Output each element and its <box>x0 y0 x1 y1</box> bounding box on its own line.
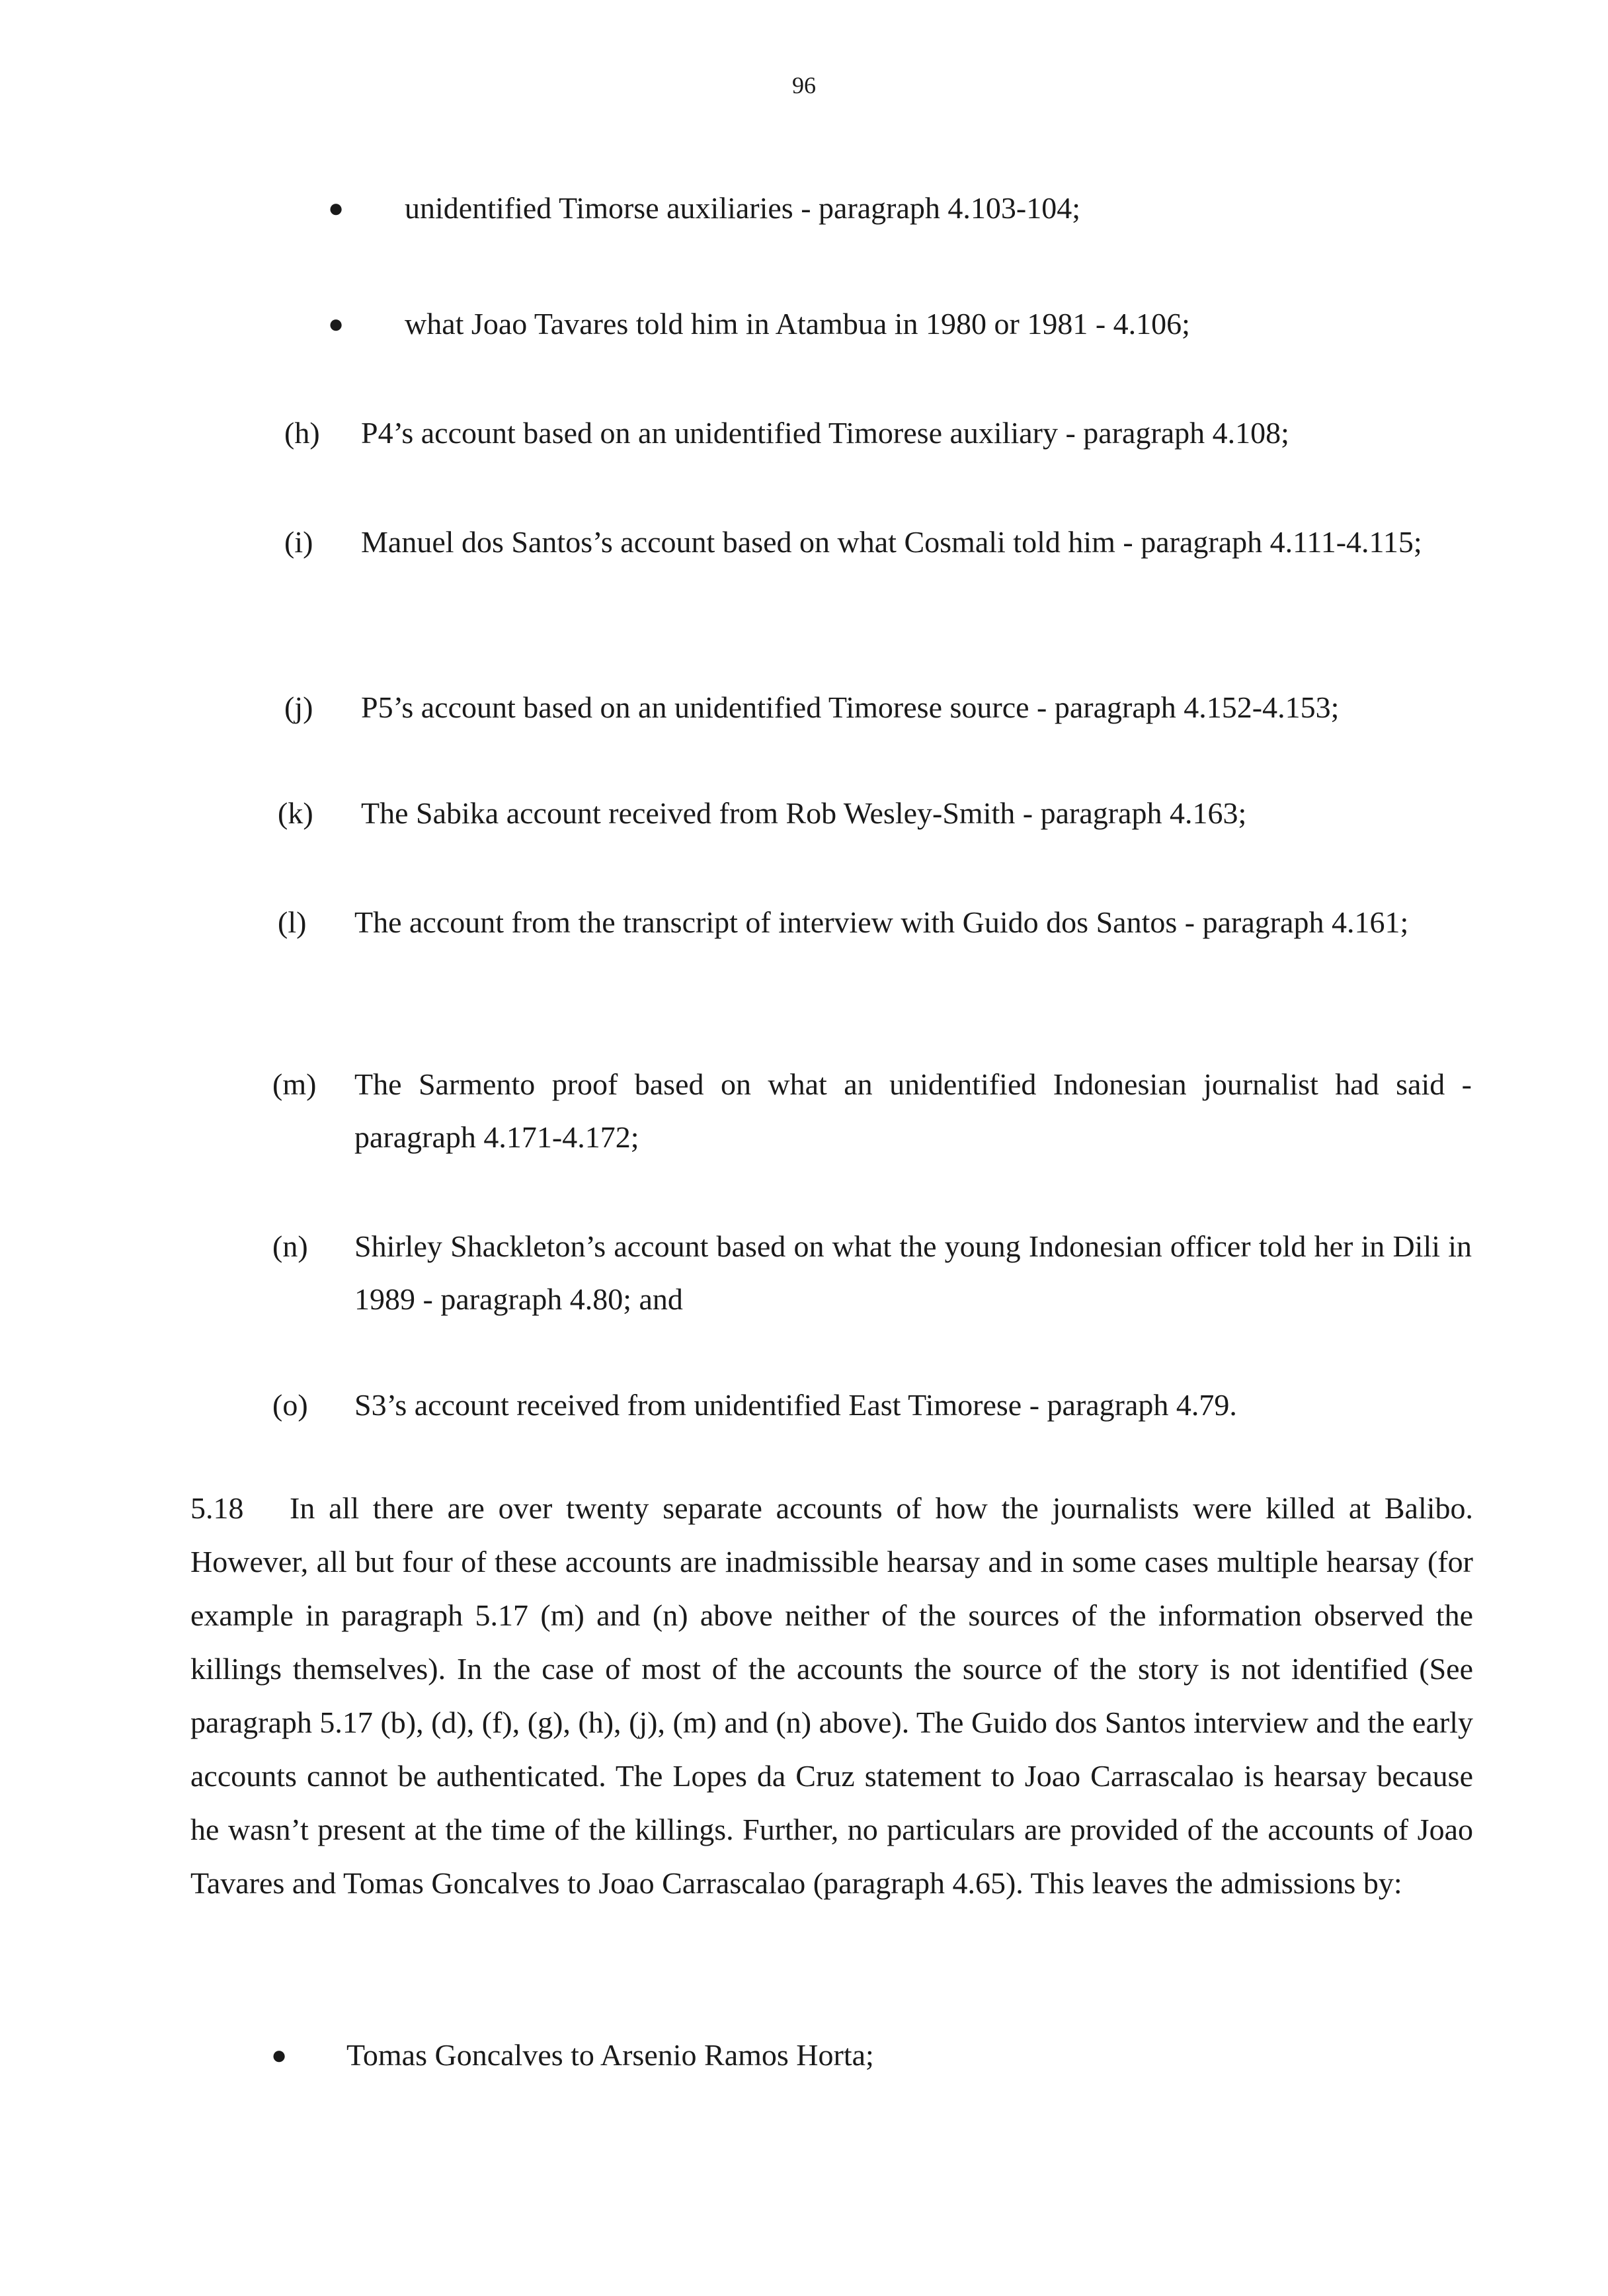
list-item: Manuel dos Santos’s account based on what Cosmali told him - paragraph 4.111-4.115; <box>361 525 1422 559</box>
item-label: (o) <box>272 1388 308 1422</box>
paragraph-number: 5.18 <box>190 1491 244 1525</box>
bullet-item: Tomas Goncalves to Arsenio Ramos Horta; <box>346 2038 874 2072</box>
item-label: (i) <box>284 525 313 559</box>
list-item: Shirley Shackleton’s account based on what the young Indonesian officer told her in Dili in 1989 - paragraph 4.80; and <box>354 1229 1472 1316</box>
list-item: P5’s account based on an unidentified Timorese source - paragraph 4.152-4.153; <box>361 690 1340 724</box>
list-item: S3’s account received from unidentified East Timorese - paragraph 4.79. <box>354 1388 1237 1422</box>
list-item: The account from the transcript of interview with Guido dos Santos - paragraph 4.161; <box>354 905 1409 939</box>
paragraph-text: In all there are over twenty separate accounts of how the journalists were killed at Balibo. However, all but four of these accounts are inadmissible hearsay and in some cases multiple hearsay (for example in paragraph 5.17 (m) and (n) above neither of the sources of the information observed the killings themselves). In the case of most of the accounts the source of the story is not identified (See paragraph 5.17 (b), (d), (f), (g), (h), (j), (m) and (n) above). The Guido dos Santos interview and the early accounts cannot be authenticated. The Lopes da Cruz statement to Joao Carrascalao is hearsay because he wasn’t present at the time of the killings. Further, no particulars are provided of the accounts of Joao Tavares and Tomas Goncalves to Joao Carrascalao (paragraph 4.65). This leaves the admissions by: <box>190 1491 1473 1900</box>
item-label: (l) <box>278 905 307 939</box>
item-label: (h) <box>284 416 320 450</box>
bullet-icon: ● <box>271 2040 288 2070</box>
paragraph-5-18 <box>190 1481 1473 1910</box>
list-item: P4’s account based on an unidentified Timorese auxiliary - paragraph 4.108; <box>361 416 1289 450</box>
item-label: (j) <box>284 690 313 724</box>
bullet-item: unidentified Timorse auxiliaries - paragraph 4.103-104; <box>405 191 1081 225</box>
page-number: 96 <box>792 72 816 99</box>
bullet-icon: ● <box>328 193 344 223</box>
bullet-icon: ● <box>328 309 344 339</box>
item-label: (m) <box>272 1067 317 1101</box>
list-item: The Sabika account received from Rob Wesley-Smith - paragraph 4.163; <box>361 796 1247 830</box>
item-label: (n) <box>272 1229 308 1263</box>
list-item: The Sarmento proof based on what an unidentified Indonesian journalist had said - paragraph 4.171-4.172; <box>354 1067 1472 1154</box>
item-label: (k) <box>278 796 313 830</box>
bullet-item: what Joao Tavares told him in Atambua in 1980 or 1981 - 4.106; <box>405 307 1190 341</box>
